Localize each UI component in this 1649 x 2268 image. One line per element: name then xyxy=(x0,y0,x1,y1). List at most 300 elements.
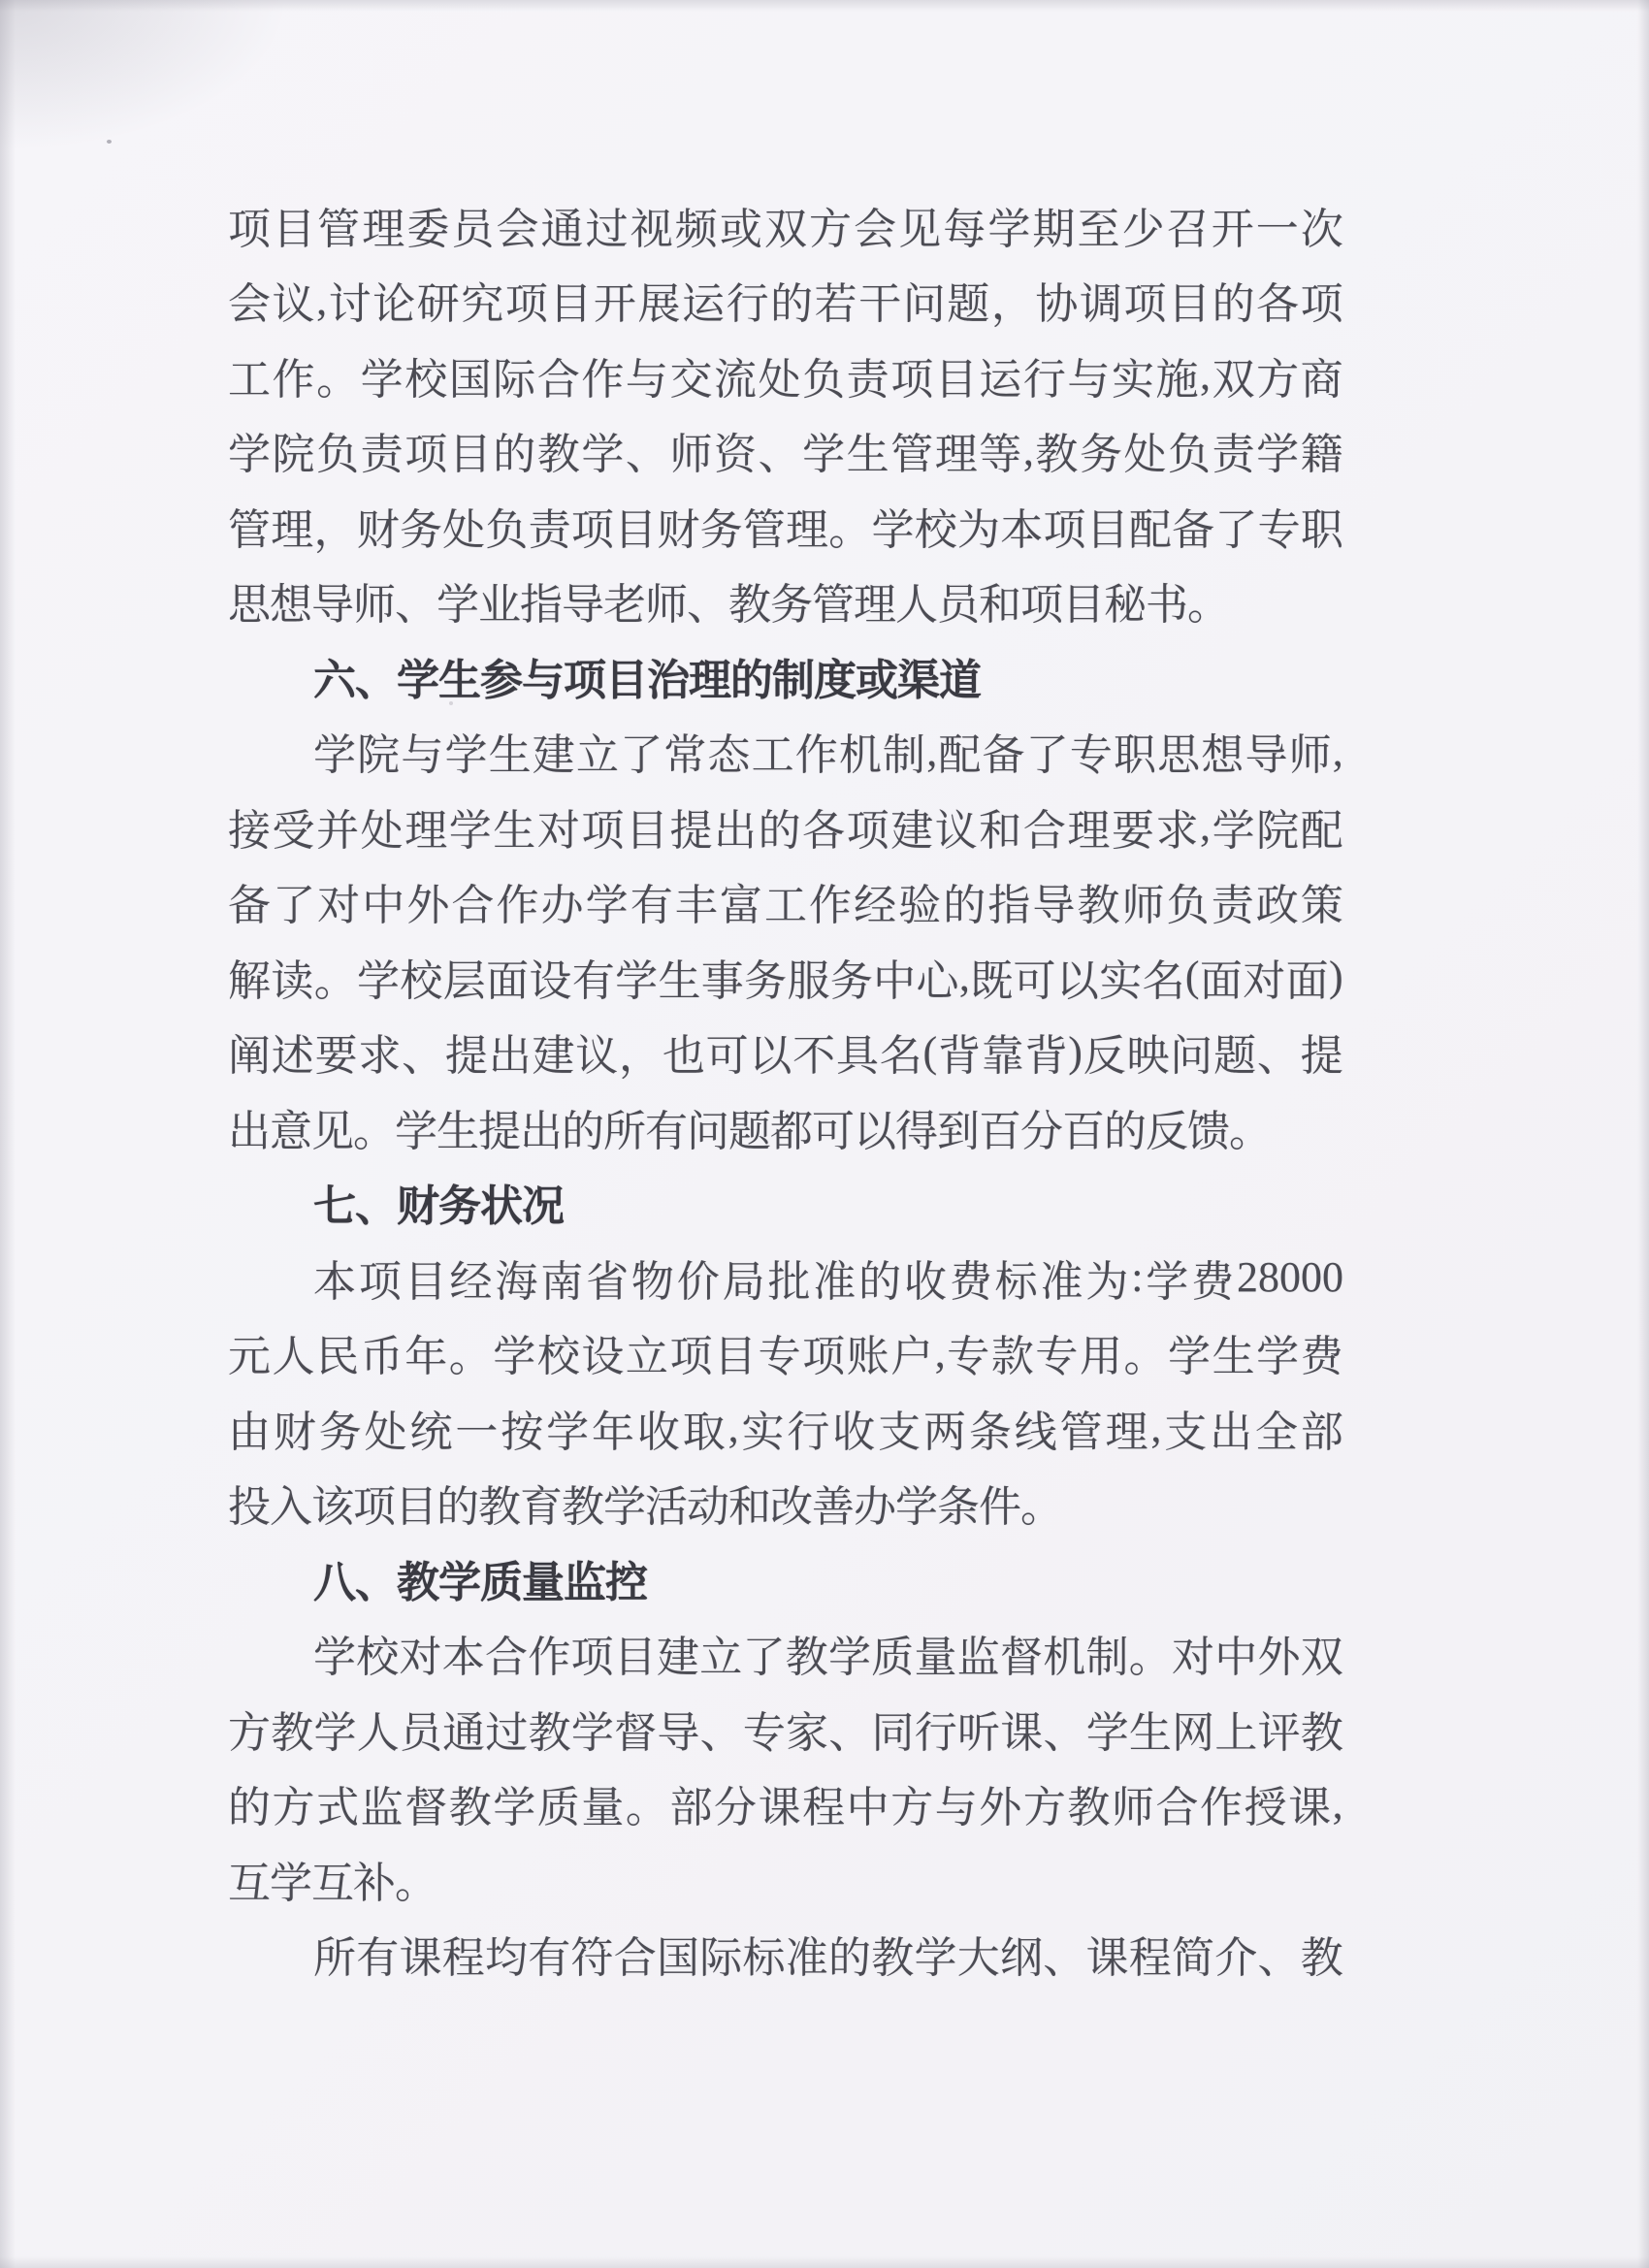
glyph: 作 xyxy=(496,882,539,930)
text-line: 投入该项目的教育教学活动和改善办学条件。 xyxy=(228,1483,1062,1532)
glyph: 教 xyxy=(536,431,580,479)
glyph: 流 xyxy=(714,355,758,404)
glyph: 求 xyxy=(1155,806,1199,855)
glyph: 年 xyxy=(404,1333,448,1381)
glyph: 的 xyxy=(758,806,801,855)
glyph: , xyxy=(1022,426,1034,474)
glyph: 。 xyxy=(1128,1634,1172,1682)
glyph: 为 xyxy=(1085,1257,1129,1306)
glyph: 纲 xyxy=(1000,1934,1043,1983)
glyph: 合 xyxy=(485,1634,528,1682)
glyph: 师 xyxy=(669,431,713,479)
glyph: 见 xyxy=(898,205,942,253)
glyph: 论 xyxy=(372,280,416,329)
glyph: 交 xyxy=(669,355,713,404)
glyph: 项 xyxy=(570,505,614,554)
glyph: 读 xyxy=(271,956,314,1005)
glyph: 省 xyxy=(586,1257,630,1306)
glyph: 简 xyxy=(1172,1934,1214,1983)
glyph: 币 xyxy=(360,1333,404,1381)
section-heading: 七、财务状况 xyxy=(313,1183,564,1231)
glyph: 受 xyxy=(272,806,315,855)
glyph: 教 xyxy=(271,1708,314,1757)
glyph: 理 xyxy=(271,505,314,554)
glyph: 课 xyxy=(758,1784,801,1832)
glyph: 学 xyxy=(1256,431,1300,479)
glyph: , xyxy=(1200,351,1212,400)
glyph: 学 xyxy=(1256,1333,1300,1381)
glyph: 工 xyxy=(763,882,807,930)
glyph: 务 xyxy=(318,1408,362,1456)
text-line xyxy=(228,1917,1343,1993)
glyph: 项 xyxy=(228,205,271,253)
glyph: 、 xyxy=(1043,1708,1086,1757)
glyph: 配 xyxy=(938,731,982,780)
glyph: 学 xyxy=(493,1784,536,1832)
glyph: 靠 xyxy=(981,1032,1024,1081)
glyph: 家 xyxy=(786,1708,829,1757)
glyph: 建 xyxy=(532,1032,575,1081)
glyph: 要 xyxy=(314,1032,358,1081)
glyph: 上 xyxy=(1214,1708,1258,1757)
text-line xyxy=(228,864,1343,940)
glyph: 学 xyxy=(570,1708,614,1757)
glyph: 课 xyxy=(399,1934,442,1983)
glyph: , xyxy=(1332,727,1343,775)
glyph: 为 xyxy=(956,505,1000,554)
glyph: 双 xyxy=(1300,1634,1343,1682)
glyph: 策 xyxy=(1300,882,1343,930)
glyph: 量 xyxy=(914,1634,957,1682)
glyph: 经 xyxy=(854,882,897,930)
glyph: 立 xyxy=(575,731,619,780)
glyph: 的 xyxy=(1212,280,1255,329)
glyph: 目 xyxy=(714,1333,758,1381)
glyph: 既 xyxy=(970,956,1014,1005)
glyph: 问 xyxy=(902,280,946,329)
glyph: 目 xyxy=(625,806,668,855)
glyph: 外 xyxy=(1257,1634,1301,1682)
glyph: 费 xyxy=(949,1257,992,1306)
glyph: 名 xyxy=(879,1032,922,1081)
glyph: 全 xyxy=(1255,1408,1298,1456)
glyph: 与 xyxy=(625,355,668,404)
glyph: 思 xyxy=(1157,731,1201,780)
glyph: 提 xyxy=(444,1032,488,1081)
section-heading: 八、教学质量监控 xyxy=(313,1558,647,1606)
glyph: 各 xyxy=(802,806,846,855)
glyph: 国 xyxy=(657,1934,699,1983)
glyph: 实 xyxy=(1111,355,1154,404)
glyph: 了 xyxy=(620,731,663,780)
text-line xyxy=(228,1766,1343,1842)
glyph: 层 xyxy=(442,956,486,1005)
glyph: 专 xyxy=(742,1708,786,1757)
glyph: 具 xyxy=(835,1032,879,1081)
glyph: 过 xyxy=(585,205,629,253)
glyph: 学 xyxy=(360,355,404,404)
glyph: 师 xyxy=(1121,882,1165,930)
glyph: 师 xyxy=(1111,1784,1154,1832)
glyph: 接 xyxy=(228,806,271,855)
glyph: 教 xyxy=(871,1934,915,1983)
glyph: 学 xyxy=(1168,1333,1212,1381)
glyph: 问 xyxy=(1170,1032,1213,1081)
glyph: 籍 xyxy=(1300,431,1343,479)
glyph: 每 xyxy=(943,205,986,253)
glyph: 协 xyxy=(1035,280,1079,329)
glyph: 有 xyxy=(528,1934,571,1983)
glyph: 与 xyxy=(934,1784,978,1832)
scan-speck xyxy=(107,140,112,144)
glyph: 教 xyxy=(785,1634,828,1682)
glyph: 不 xyxy=(792,1032,836,1081)
glyph: 管 xyxy=(228,505,271,554)
glyph: 学 xyxy=(1085,1708,1129,1757)
glyph: 方 xyxy=(890,1784,934,1832)
glyph: 条 xyxy=(968,1408,1012,1456)
text-line: 出意见。学生提出的所有问题都可以得到百分百的反馈。 xyxy=(228,1107,1271,1155)
glyph: 的 xyxy=(828,1934,871,1983)
glyph: 合 xyxy=(451,882,495,930)
glyph: 专 xyxy=(1257,505,1301,554)
glyph: 学 xyxy=(546,1408,590,1456)
glyph: 。 xyxy=(313,956,357,1005)
glyph: 可 xyxy=(1013,956,1056,1005)
glyph: 方 xyxy=(1256,355,1300,404)
glyph: 学 xyxy=(802,431,846,479)
glyph: 实 xyxy=(1099,956,1143,1005)
glyph: 理 xyxy=(786,505,829,554)
glyph: 学 xyxy=(914,1934,957,1983)
glyph: 题 xyxy=(1213,1032,1257,1081)
glyph: 议 xyxy=(934,806,978,855)
glyph: 教 xyxy=(528,1708,571,1757)
glyph: 通 xyxy=(442,1708,486,1757)
glyph: 监 xyxy=(360,1784,404,1832)
glyph: 建 xyxy=(657,1634,699,1682)
glyph: 负 xyxy=(316,431,360,479)
glyph: ( xyxy=(922,1027,938,1076)
glyph: 态 xyxy=(707,731,751,780)
glyph: 民 xyxy=(316,1333,360,1381)
glyph: 户 xyxy=(890,1333,934,1381)
glyph: 准 xyxy=(813,1257,857,1306)
glyph: 本 xyxy=(441,1634,485,1682)
glyph: 、 xyxy=(1043,1934,1086,1983)
glyph: 指 xyxy=(987,882,1031,930)
glyph: 合 xyxy=(1155,1784,1199,1832)
glyph: 建 xyxy=(890,806,934,855)
glyph: 经 xyxy=(449,1257,493,1306)
text-line xyxy=(228,1390,1343,1466)
glyph: 目 xyxy=(934,355,978,404)
glyph: 监 xyxy=(956,1634,1000,1682)
glyph: 务 xyxy=(699,505,743,554)
glyph: 、 xyxy=(1256,1032,1300,1081)
glyph: 项 xyxy=(1043,505,1086,554)
glyph: 专 xyxy=(1069,731,1113,780)
glyph: 处 xyxy=(364,1408,407,1456)
glyph: 次 xyxy=(1300,205,1343,253)
glyph: 心 xyxy=(916,956,959,1005)
glyph: 办 xyxy=(540,882,584,930)
glyph: 准 xyxy=(785,1934,828,1983)
glyph: 年 xyxy=(592,1408,634,1456)
glyph: 处 xyxy=(442,505,486,554)
glyph: 、 xyxy=(625,431,668,479)
glyph: 师 xyxy=(1288,731,1332,780)
glyph: 对 xyxy=(536,806,580,855)
glyph: 了 xyxy=(1025,731,1069,780)
glyph: 丰 xyxy=(674,882,718,930)
glyph: 学 xyxy=(313,1634,356,1682)
glyph: 人 xyxy=(272,1333,315,1381)
glyph: 备 xyxy=(982,731,1025,780)
text-line xyxy=(228,1315,1343,1391)
glyph: 了 xyxy=(273,882,316,930)
glyph: 的 xyxy=(493,431,536,479)
glyph: 究 xyxy=(461,280,504,329)
glyph: 生 xyxy=(658,956,701,1005)
glyph: 处 xyxy=(1123,431,1167,479)
glyph: 和 xyxy=(979,806,1022,855)
glyph: 责 xyxy=(528,505,571,554)
glyph: 对 xyxy=(1172,1634,1214,1682)
text-line xyxy=(228,1015,1343,1090)
glyph: 合 xyxy=(613,1934,657,1983)
glyph: 服 xyxy=(787,956,830,1005)
glyph: 物 xyxy=(630,1257,674,1306)
glyph: 合 xyxy=(1022,806,1066,855)
glyph: 学 xyxy=(615,956,659,1005)
glyph: 分 xyxy=(714,1784,758,1832)
glyph: 或 xyxy=(719,205,762,253)
glyph: 作 xyxy=(794,731,838,780)
glyph: 的 xyxy=(858,1257,902,1306)
glyph: 学 xyxy=(1212,806,1255,855)
glyph: 的 xyxy=(770,280,814,329)
glyph: 财 xyxy=(273,1408,316,1456)
glyph: 有 xyxy=(356,1934,400,1983)
glyph: 设 xyxy=(581,1333,625,1381)
glyph: 。 xyxy=(448,1333,492,1381)
glyph: 按 xyxy=(501,1408,544,1456)
glyph: 行 xyxy=(914,1708,957,1757)
text-line xyxy=(228,488,1343,564)
glyph: 中 xyxy=(873,956,917,1005)
glyph: 所 xyxy=(313,1934,356,1983)
glyph: 学 xyxy=(828,1634,871,1682)
glyph: 中 xyxy=(362,882,405,930)
glyph: 干 xyxy=(858,280,902,329)
glyph: 务 xyxy=(399,505,442,554)
glyph: 局 xyxy=(722,1257,765,1306)
glyph: 名 xyxy=(1142,956,1185,1005)
glyph: 元 xyxy=(228,1333,271,1381)
glyph: 学 xyxy=(313,1708,357,1757)
glyph: 项 xyxy=(1123,280,1167,329)
glyph: 管 xyxy=(317,205,361,253)
glyph: 教 xyxy=(1067,1784,1111,1832)
glyph: 项 xyxy=(404,431,448,479)
glyph: 配 xyxy=(1128,505,1172,554)
glyph: 际 xyxy=(699,1934,743,1983)
glyph: 教 xyxy=(1035,431,1079,479)
glyph: 一 xyxy=(1255,205,1299,253)
glyph: 负 xyxy=(802,355,846,404)
glyph: ， xyxy=(313,505,357,554)
glyph: 人 xyxy=(356,1708,400,1757)
glyph: 理 xyxy=(1105,1408,1148,1456)
glyph: 了 xyxy=(1214,505,1258,554)
glyph: 理 xyxy=(362,205,405,253)
glyph: 频 xyxy=(674,205,718,253)
glyph: 述 xyxy=(271,1032,314,1081)
glyph: 网 xyxy=(1172,1708,1215,1757)
glyph: 行 xyxy=(787,1408,830,1456)
text-line: 思想导师、学业指导老师、教务管理人员和项目秘书。 xyxy=(228,581,1229,630)
glyph: 作 xyxy=(1200,1784,1244,1832)
text-line xyxy=(228,263,1343,339)
glyph: 议 xyxy=(272,280,315,329)
glyph: 富 xyxy=(719,882,762,930)
glyph: 院 xyxy=(272,431,315,479)
glyph: 由 xyxy=(228,1408,271,1456)
glyph: 校 xyxy=(914,505,957,554)
glyph: 政 xyxy=(1255,882,1299,930)
glyph: 备 xyxy=(228,882,271,930)
glyph: 导 xyxy=(1245,731,1288,780)
glyph: 求 xyxy=(358,1032,402,1081)
glyph: 28000 xyxy=(1236,1253,1343,1302)
glyph: 映 xyxy=(1126,1032,1170,1081)
glyph: 员 xyxy=(399,1708,442,1757)
glyph: 校 xyxy=(400,956,443,1005)
glyph: 校 xyxy=(536,1333,580,1381)
glyph: ) xyxy=(1328,953,1343,1001)
glyph: 大 xyxy=(956,1934,1000,1983)
glyph: 、 xyxy=(699,1708,743,1757)
glyph: , xyxy=(934,1328,946,1377)
glyph: 至 xyxy=(1077,205,1120,253)
glyph: 评 xyxy=(1257,1708,1301,1757)
glyph: 学 xyxy=(357,956,401,1005)
text-line xyxy=(228,789,1343,864)
glyph: 。 xyxy=(828,505,872,554)
glyph: 并 xyxy=(316,806,360,855)
glyph: 课 xyxy=(1288,1784,1332,1832)
glyph: 也 xyxy=(662,1032,705,1081)
glyph: 本 xyxy=(1000,505,1044,554)
glyph: 建 xyxy=(532,731,575,780)
glyph: 方 xyxy=(1022,1784,1066,1832)
glyph: 与 xyxy=(1067,355,1111,404)
glyph: 会 xyxy=(496,205,539,253)
scan-speck xyxy=(449,701,453,705)
glyph: 方 xyxy=(809,205,853,253)
glyph: 出 xyxy=(1210,1408,1253,1456)
glyph: 项 xyxy=(358,1257,402,1306)
glyph: 立 xyxy=(699,1634,743,1682)
glyph: 生 xyxy=(846,431,889,479)
glyph: 教 xyxy=(448,1784,492,1832)
glyph: 理 xyxy=(1067,806,1111,855)
glyph: ， xyxy=(619,1032,663,1081)
glyph: 行 xyxy=(1022,355,1066,404)
glyph: 出 xyxy=(714,806,758,855)
glyph: 财 xyxy=(356,505,400,554)
glyph: 对 xyxy=(1243,956,1286,1005)
glyph: 量 xyxy=(581,1784,625,1832)
glyph: 目 xyxy=(614,505,658,554)
glyph: 督 xyxy=(1000,1634,1043,1682)
glyph: 专 xyxy=(947,1333,990,1381)
glyph: ， xyxy=(990,280,1034,329)
glyph: 管 xyxy=(742,505,786,554)
glyph: 机 xyxy=(838,731,882,780)
glyph: 管 xyxy=(890,431,934,479)
glyph: 院 xyxy=(357,731,401,780)
text-line xyxy=(228,338,1343,413)
glyph: 授 xyxy=(1244,1784,1287,1832)
glyph: 验 xyxy=(898,882,942,930)
glyph: 背 xyxy=(937,1032,981,1081)
glyph: , xyxy=(316,275,328,324)
glyph: 项 xyxy=(846,806,889,855)
glyph: 课 xyxy=(1000,1708,1044,1757)
glyph: 中 xyxy=(1214,1634,1258,1682)
glyph: 以 xyxy=(1055,956,1099,1005)
glyph: 项 xyxy=(802,1333,846,1381)
glyph: 资 xyxy=(714,431,758,479)
text-line xyxy=(228,413,1343,489)
glyph: 学 xyxy=(493,1333,536,1381)
glyph: 准 xyxy=(1040,1257,1083,1306)
glyph: 学 xyxy=(313,731,356,780)
glyph: 面 xyxy=(1285,956,1329,1005)
glyph: 、 xyxy=(828,1708,872,1757)
glyph: 等 xyxy=(979,431,1022,479)
glyph: 对 xyxy=(399,1634,442,1682)
text-line xyxy=(228,714,1343,790)
glyph: 目 xyxy=(404,1257,447,1306)
glyph: , xyxy=(1332,1779,1343,1828)
glyph: 学 xyxy=(987,205,1031,253)
glyph: 了 xyxy=(742,1634,786,1682)
glyph: 收 xyxy=(903,1257,947,1306)
glyph: 程 xyxy=(1128,1934,1172,1983)
glyph: 程 xyxy=(802,1784,846,1832)
glyph: 处 xyxy=(360,806,404,855)
glyph: 督 xyxy=(614,1708,658,1757)
glyph: 课 xyxy=(1085,1934,1129,1983)
glyph: 若 xyxy=(814,280,857,329)
glyph: 学 xyxy=(228,431,271,479)
glyph: 导 xyxy=(657,1708,700,1757)
glyph: 与 xyxy=(401,731,444,780)
glyph: , xyxy=(926,727,938,775)
glyph: 常 xyxy=(663,731,707,780)
glyph: 设 xyxy=(529,956,572,1005)
glyph: 国 xyxy=(448,355,492,404)
glyph: 收 xyxy=(832,1408,876,1456)
glyph: 过 xyxy=(485,1708,529,1757)
glyph: 、 xyxy=(402,1032,445,1081)
glyph: 、 xyxy=(758,431,801,479)
glyph: 处 xyxy=(758,355,801,404)
glyph: 作 xyxy=(809,882,853,930)
